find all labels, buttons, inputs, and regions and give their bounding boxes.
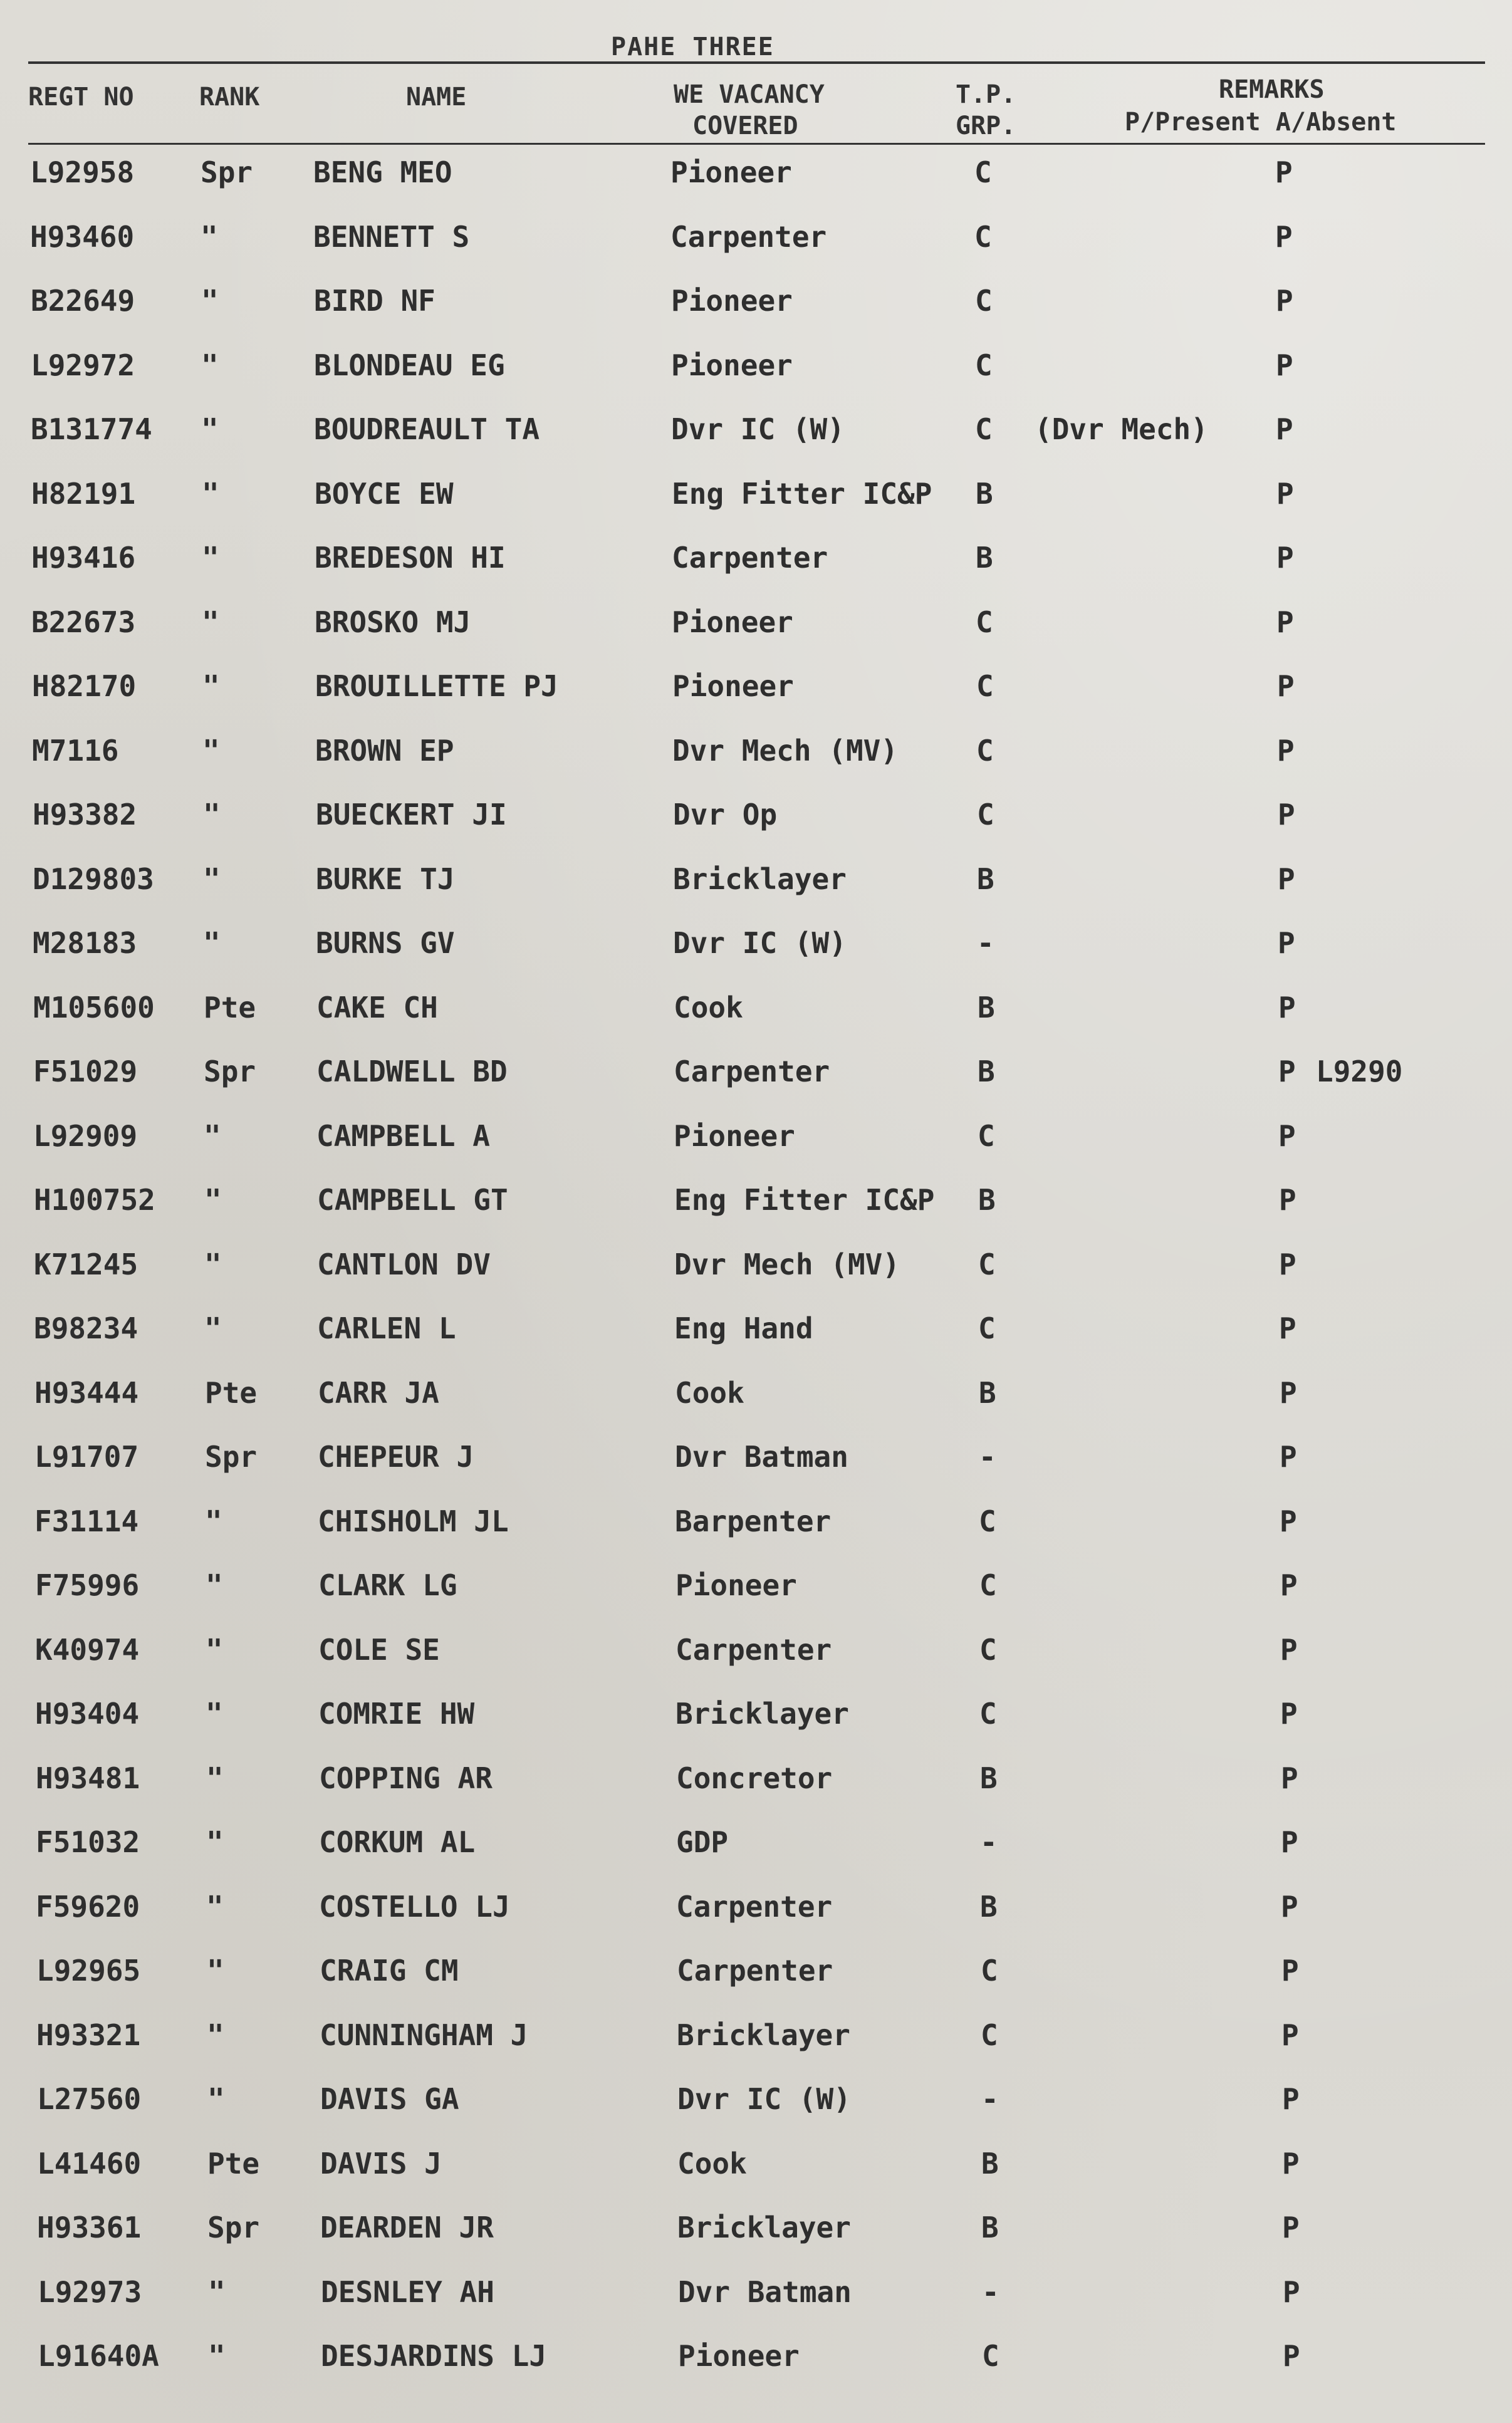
remark-cell: P [1279, 1183, 1296, 1217]
tp-grp-cell: C [975, 412, 993, 446]
rank-cell: " [204, 1118, 221, 1153]
table-row [0, 1504, 1512, 1568]
name-cell: BENG MEO [313, 155, 452, 189]
regt-no-cell: L41460 [37, 2146, 142, 2181]
remark-cell: P [1281, 1889, 1298, 1924]
tp-grp-cell: C [981, 1954, 998, 1988]
remark-cell: P [1276, 412, 1293, 446]
regt-no-cell: H93481 [36, 1761, 140, 1795]
remark-cell: P [1279, 1247, 1296, 1281]
table-row [0, 734, 1512, 798]
remark-cell: P [1276, 476, 1294, 511]
table-row [0, 2018, 1512, 2082]
vacancy-cell: Concretor [676, 1761, 833, 1795]
table-row [0, 541, 1512, 605]
regt-no-cell: L91640A [38, 2339, 159, 2373]
remark-cell: P [1278, 990, 1296, 1024]
table-row [0, 862, 1512, 926]
regt-no-cell: F59620 [36, 1889, 140, 1924]
table-row [0, 1633, 1512, 1697]
remark-cell: P [1280, 1697, 1298, 1731]
name-cell: BREDESON HI [315, 541, 506, 575]
remark-cell: P [1280, 1504, 1297, 1538]
table-row [0, 2147, 1512, 2211]
name-cell: CAMPBELL GT [317, 1183, 508, 1217]
remark-cell: P [1280, 1632, 1298, 1667]
name-cell: BUECKERT JI [316, 798, 507, 831]
vacancy-cell: Carpenter [675, 1632, 832, 1667]
rank-cell: " [206, 1825, 224, 1859]
regt-no-cell: L92972 [31, 348, 135, 382]
remark-cell: P [1276, 348, 1293, 382]
tp-grp-cell: B [980, 1889, 998, 1924]
vacancy-cell: Carpenter [676, 1889, 833, 1924]
rank-cell: " [205, 1504, 222, 1538]
remark-cell: P [1283, 2274, 1300, 2309]
rank-cell: " [201, 412, 219, 446]
vacancy-cell: Dvr IC (W) [673, 926, 847, 960]
vacancy-cell: Pioneer [674, 1118, 795, 1153]
tp-grp-cell: C [979, 1697, 997, 1731]
regt-no-cell: B22673 [31, 605, 136, 639]
vacancy-cell: Pioneer [678, 2339, 800, 2373]
rank-cell: " [206, 1568, 223, 1602]
tp-grp-cell: C [976, 605, 993, 639]
vacancy-cell: Cook [675, 1375, 744, 1410]
regt-no-cell: H93444 [34, 1375, 139, 1410]
tp-grp-cell: C [979, 1504, 996, 1538]
rank-cell: Spr [201, 155, 253, 189]
tp-grp-cell: C [982, 2339, 999, 2373]
rank-cell: " [208, 2274, 226, 2309]
remark-cell: P [1278, 926, 1295, 960]
tp-grp-cell: C [979, 1632, 997, 1667]
regt-no-cell: L91707 [34, 1440, 139, 1474]
rank-cell: " [208, 2339, 226, 2373]
table-row [0, 1376, 1512, 1440]
regt-no-cell: L92965 [36, 1954, 141, 1988]
tp-grp-cell: - [982, 2274, 999, 2309]
remark-cell: P [1282, 2146, 1300, 2181]
regt-no-cell: B98234 [34, 1311, 138, 1345]
regt-no-cell: H93404 [35, 1697, 140, 1731]
name-cell: BOYCE EW [315, 476, 454, 511]
tp-grp-cell: C [974, 219, 992, 254]
name-cell: CRAIG CM [320, 1954, 459, 1988]
vacancy-cell: Dvr Batman [678, 2274, 852, 2309]
vacancy-cell: Eng Fitter IC&P [674, 1183, 935, 1217]
name-cell: BLONDEAU EG [314, 348, 505, 382]
header-remarks-line2: P/Present A/Absent [1125, 108, 1397, 137]
regt-no-cell: M28183 [33, 926, 137, 960]
table-row [0, 2082, 1512, 2146]
table-row [0, 2339, 1512, 2403]
tp-grp-cell: B [981, 2211, 999, 2244]
regt-no-cell: B22649 [31, 284, 135, 318]
vacancy-cell: Cook [674, 990, 743, 1024]
header-vacancy-line2: COVERED [692, 112, 798, 140]
vacancy-cell: Dvr Mech (MV) [672, 733, 899, 768]
tp-grp-cell: B [978, 1055, 995, 1088]
name-cell: CARLEN L [317, 1311, 456, 1345]
remark-cell: P [1281, 1761, 1298, 1795]
name-cell: DESNLEY AH [321, 2274, 494, 2309]
rank-cell: " [204, 1311, 222, 1345]
table-row [0, 348, 1512, 412]
remark-cell: P [1280, 1440, 1297, 1474]
tp-grp-cell: C [979, 1568, 997, 1602]
tp-grp-cell: C [975, 284, 993, 318]
top-rule [28, 61, 1485, 64]
vacancy-cell: Pioneer [671, 284, 793, 318]
name-cell: BENNETT S [313, 219, 470, 254]
rank-cell: " [206, 1632, 223, 1667]
regt-no-cell: H93382 [33, 798, 137, 831]
name-cell: DAVIS J [320, 2146, 442, 2181]
vacancy-cell: Carpenter [670, 219, 827, 254]
rank-cell: " [204, 1247, 222, 1281]
name-cell: COPPING AR [319, 1761, 493, 1795]
vacancy-cell: Dvr Batman [675, 1440, 848, 1474]
remark-cell: P [1278, 798, 1295, 831]
vacancy-cell: Pioneer [675, 1568, 797, 1602]
table-row [0, 1055, 1512, 1118]
name-cell: DESJARDINS LJ [321, 2339, 547, 2373]
table-row [0, 1248, 1512, 1311]
vacancy-cell: Dvr IC (W) [671, 412, 845, 446]
header-rank: RANK [199, 83, 260, 112]
regt-no-cell: D129803 [33, 862, 154, 896]
remark-cell: P [1278, 1118, 1296, 1153]
table-row [0, 1311, 1512, 1375]
tp-grp-cell: C [978, 1118, 995, 1153]
rank-cell: Spr [207, 2211, 260, 2244]
vacancy-cell: Bricklayer [675, 1697, 849, 1731]
tp-grp-cell: B [978, 1183, 996, 1217]
table-row [0, 1697, 1512, 1761]
remark-cell: P [1280, 1568, 1298, 1602]
vacancy-cell: Bricklayer [673, 862, 847, 896]
regt-no-cell: B131774 [31, 412, 152, 446]
table-row [0, 284, 1512, 348]
rank-cell: " [202, 476, 219, 511]
name-cell: CALDWELL BD [316, 1055, 508, 1088]
remark-cell: P [1276, 605, 1294, 639]
remark-cell: P [1281, 1954, 1299, 1988]
rank-cell: " [203, 798, 221, 831]
rank-cell: " [201, 348, 219, 382]
tp-grp-cell: B [981, 2146, 999, 2181]
table-row [0, 155, 1512, 219]
regt-no-cell: H82191 [31, 476, 136, 511]
regt-no-cell: K71245 [34, 1247, 138, 1281]
regt-no-cell: H93416 [31, 541, 136, 575]
remark-cell: P [1279, 1311, 1296, 1345]
rank-cell: " [201, 219, 218, 254]
tp-grp-cell: - [977, 926, 994, 960]
rank-cell: " [203, 862, 221, 896]
table-row [0, 1568, 1512, 1632]
regt-no-cell: L27560 [37, 2082, 142, 2116]
name-cell: CORKUM AL [319, 1825, 476, 1859]
name-cell: CLARK LG [318, 1568, 457, 1602]
table-row [0, 2275, 1512, 2339]
remark-cell: P [1275, 155, 1293, 189]
table-row [0, 926, 1512, 990]
vacancy-cell: Eng Hand [674, 1311, 813, 1345]
tp-grp-cell: - [980, 1825, 998, 1859]
header-vacancy-line1: WE VACANCY [674, 80, 825, 109]
page-title: PAHE THREE [611, 33, 774, 61]
tp-grp-cell: B [978, 990, 995, 1024]
rank-cell: Spr [204, 1055, 256, 1088]
table-row [0, 220, 1512, 284]
regt-no-cell: F75996 [35, 1568, 140, 1602]
vacancy-cell: GDP [676, 1825, 729, 1859]
table-row [0, 477, 1512, 541]
rank-cell: " [202, 541, 219, 575]
name-cell: BROSKO MJ [315, 605, 471, 639]
vacancy-cell: Pioneer [671, 348, 793, 382]
rank-cell: " [201, 284, 219, 318]
remark-cell: P [1276, 284, 1293, 318]
name-cell: COSTELLO LJ [319, 1889, 510, 1924]
remark-cell: P [1275, 219, 1293, 254]
tp-grp-cell: B [977, 862, 994, 896]
tp-grp-cell: C [981, 2018, 998, 2052]
regt-no-cell: M7116 [32, 733, 119, 768]
rank-cell: " [207, 2018, 224, 2052]
rank-cell: " [206, 1889, 224, 1924]
tp-grp-cell: B [976, 541, 993, 575]
regt-no-cell: M105600 [33, 990, 155, 1024]
vacancy-cell: Eng Fitter IC&P [672, 476, 932, 511]
tp-grp-cell: C [978, 1311, 996, 1345]
vacancy-cell: Pioneer [672, 669, 794, 703]
header-grp-line1: T.P. [956, 80, 1016, 109]
regt-no-cell: F31114 [34, 1504, 139, 1538]
header-regt-no: REGT NO [28, 83, 134, 112]
tp-grp-cell: C [974, 155, 992, 189]
vacancy-cell: Barpenter [675, 1504, 832, 1538]
remark-cell: P [1281, 1825, 1298, 1859]
remark-cell: P [1281, 2018, 1299, 2052]
tp-grp-cell: C [976, 669, 994, 703]
tp-grp-cell: B [979, 1375, 996, 1410]
table-row [0, 798, 1512, 862]
rank-cell: " [207, 1954, 224, 1988]
tp-grp-cell: B [976, 476, 993, 511]
table-row [0, 669, 1512, 733]
regt-no-cell: H82170 [32, 669, 137, 703]
name-cell: COMRIE HW [318, 1697, 475, 1731]
name-cell: BOUDREAULT TA [314, 412, 540, 446]
rank-cell: " [206, 1761, 224, 1795]
remark-cell: P [1283, 2339, 1300, 2373]
vacancy-cell: Pioneer [670, 155, 792, 189]
vacancy-cell: Pioneer [672, 605, 793, 639]
name-cell: BROUILLETTE PJ [315, 669, 558, 703]
table-row [0, 1761, 1512, 1825]
tp-grp-cell: C [978, 1247, 996, 1281]
regt-no-cell: L92909 [33, 1118, 138, 1153]
name-cell: CHISHOLM JL [318, 1504, 509, 1538]
vacancy-cell: Dvr IC (W) [677, 2082, 851, 2116]
table-row [0, 1890, 1512, 1954]
remark-cell: P [1278, 862, 1295, 896]
name-cell: DEARDEN JR [320, 2211, 494, 2244]
name-cell: CAMPBELL A [316, 1118, 490, 1153]
remark-cell: P [1277, 733, 1295, 768]
table-row [0, 1825, 1512, 1889]
name-cell: CAKE CH [316, 990, 438, 1024]
header-grp-line2: GRP. [956, 112, 1016, 140]
name-cell: CANTLON DV [317, 1247, 491, 1281]
rank-cell: Pte [205, 1375, 258, 1410]
table-row [0, 1954, 1512, 2018]
rank-cell: " [204, 1183, 222, 1217]
name-cell: CHEPEUR J [318, 1440, 474, 1474]
vacancy-cell: Carpenter [672, 541, 828, 575]
rank-cell: " [203, 926, 221, 960]
name-cell: BURNS GV [316, 926, 455, 960]
remark-cell: P [1282, 2082, 1300, 2116]
remark-cell: P [1278, 1055, 1296, 1088]
tp-grp-cell: C [975, 348, 993, 382]
header-rule [28, 143, 1485, 145]
tp-grp-cell: C [976, 733, 994, 768]
tp-grp-cell: - [981, 2082, 999, 2116]
table-row [0, 1183, 1512, 1247]
regt-no-cell: H93361 [37, 2211, 142, 2244]
regt-no-cell: F51029 [33, 1055, 138, 1088]
rank-cell: Pte [207, 2146, 260, 2181]
rank-cell: " [202, 605, 219, 639]
name-cell: COLE SE [318, 1632, 440, 1667]
remark-cell: P [1282, 2211, 1300, 2244]
regt-no-cell: H100752 [34, 1183, 155, 1217]
note-cell: (Dvr Mech) [1035, 412, 1208, 446]
header-remarks-line1: REMARKS [1219, 75, 1325, 104]
regt-no-cell: L92958 [30, 155, 135, 189]
vacancy-cell: Dvr Op [673, 798, 778, 831]
name-cell: BURKE TJ [316, 862, 455, 896]
table-row [0, 1440, 1512, 1504]
name-cell: CUNNINGHAM J [320, 2018, 528, 2052]
header-name: NAME [406, 83, 467, 112]
name-cell: DAVIS GA [320, 2082, 459, 2116]
regt-no-cell: K40974 [35, 1632, 140, 1667]
vacancy-cell: Carpenter [677, 1954, 833, 1988]
remark-cell: P [1277, 669, 1295, 703]
rank-cell: " [202, 669, 220, 703]
remark-cell: P [1276, 541, 1294, 575]
regt-no-cell: H93460 [30, 219, 135, 254]
vacancy-cell: Carpenter [674, 1055, 830, 1088]
regt-no-cell: H93321 [36, 2018, 141, 2052]
tp-grp-cell: C [977, 798, 994, 831]
tp-grp-cell: - [979, 1440, 996, 1474]
extra-remark-cell: L9290 [1316, 1055, 1403, 1088]
vacancy-cell: Dvr Mech (MV) [674, 1247, 900, 1281]
rank-cell: Spr [205, 1440, 258, 1474]
name-cell: BIRD NF [314, 284, 435, 318]
tp-grp-cell: B [980, 1761, 998, 1795]
vacancy-cell: Cook [677, 2146, 747, 2181]
regt-no-cell: L92973 [38, 2274, 142, 2309]
vacancy-cell: Bricklayer [677, 2018, 850, 2052]
table-row [0, 991, 1512, 1055]
table-row [0, 412, 1512, 476]
name-cell: CARR JA [318, 1375, 439, 1410]
table-row [0, 1119, 1512, 1183]
name-cell: BROWN EP [315, 733, 454, 768]
table-row [0, 605, 1512, 669]
remark-cell: P [1280, 1375, 1297, 1410]
vacancy-cell: Bricklayer [677, 2211, 851, 2244]
table-row [0, 2211, 1512, 2274]
rank-cell: " [202, 733, 220, 768]
regt-no-cell: F51032 [36, 1825, 140, 1859]
rank-cell: " [206, 1697, 223, 1731]
rank-cell: " [207, 2082, 225, 2116]
rank-cell: Pte [204, 990, 256, 1024]
